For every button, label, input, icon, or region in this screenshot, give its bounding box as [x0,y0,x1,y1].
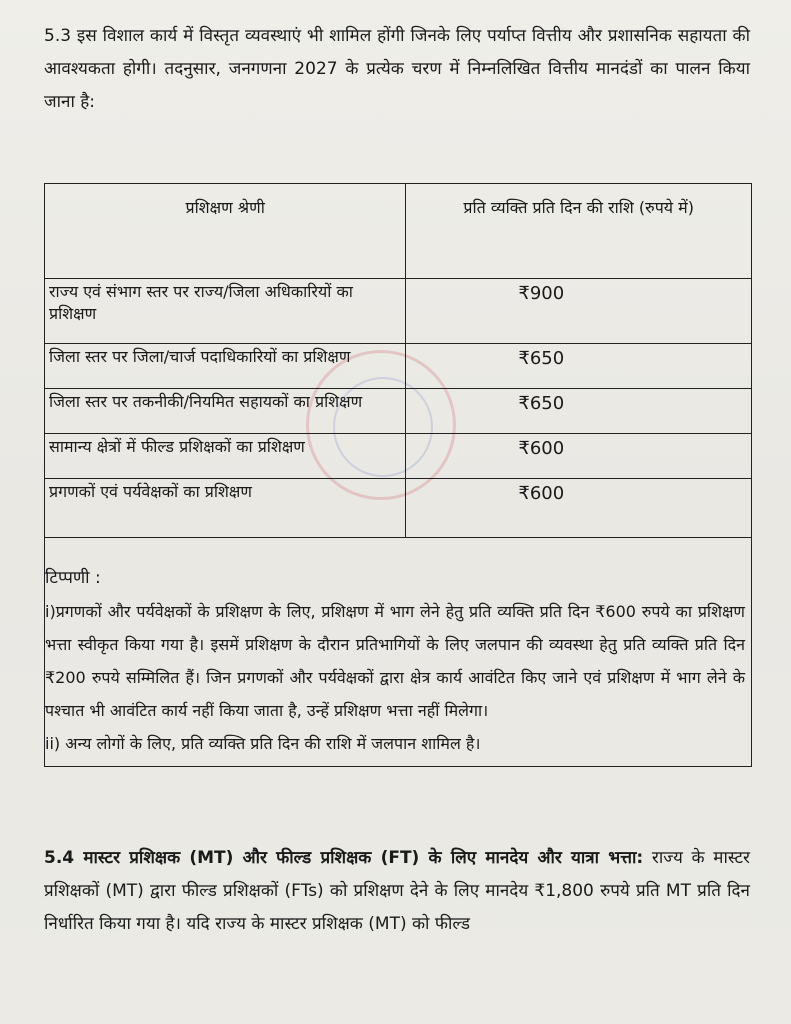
row-amount: ₹600 [406,479,752,538]
table-row [45,344,752,389]
training-allowance-table [44,183,752,538]
paragraph-5-4-title: 5.4 मास्टर प्रशिक्षक (MT) और फील्ड प्रशिक्षक (FT) के लिए मानदेय और यात्रा भत्ता: [44,848,644,868]
table-row [45,434,752,479]
note-1: i)प्रगणकों और पर्यवेक्षकों के प्रशिक्षण के लिए, प्रशिक्षण में भाग लेने हेतु प्रति व्यक्ति प्रति दिन ₹600 रुपये का प्रशिक्षण भत्ता स्वीकृत किया गया है। इसमें प्रशिक्षण के दौरान प्रतिभागियों के लिए जलपान की व्यवस्था हेतु प्रति व्यक्ति प्रति दिन ₹200 रुपये सम्मिलित हैं। जिन प्रगणकों और पर्यवेक्षकों द्वारा क्षेत्र कार्य आवंटित किए जाने एवं प्रशिक्षण में भाग लेने के पश्चात भी आवंटित कार्य नहीं किया जाता है, उन्हें प्रशिक्षण भत्ता नहीं मिलेगा। [45,602,745,720]
header-amount: प्रति व्यक्ति प्रति दिन की राशि (रुपये में) [406,184,752,279]
row-category: प्रगणकों एवं पर्यवेक्षकों का प्रशिक्षण [45,479,406,538]
row-category: सामान्य क्षेत्रों में फील्ड प्रशिक्षकों का प्रशिक्षण [45,434,406,479]
row-amount: ₹600 [406,434,752,479]
notes-box [44,562,752,767]
paragraph-5-4-body: राज्य के मास्टर प्रशिक्षकों (MT) द्वारा फील्ड प्रशिक्षकों (FTs) को प्रशिक्षण देने के लिए मानदेय ₹1,800 रुपये प्रति MT प्रति दिन निर्धारित किया गया है। यदि राज्य के मास्टर प्रशिक्षक (MT) को फील्ड [44,848,750,934]
row-category: जिला स्तर पर जिला/चार्ज पदाधिकारियों का प्रशिक्षण [45,344,406,389]
row-category: जिला स्तर पर तकनीकी/नियमित सहायकों का प्रशिक्षण [45,389,406,434]
table-row [45,279,752,344]
row-amount: ₹650 [406,344,752,389]
paragraph-5-4 [44,842,750,941]
notes-heading: टिप्पणी : [45,568,101,588]
row-amount: ₹900 [406,279,752,344]
row-category: राज्य एवं संभाग स्तर पर राज्य/जिला अधिकारियों का प्रशिक्षण [45,279,406,344]
row-amount: ₹650 [406,389,752,434]
table-header-row [45,184,752,279]
note-2: ii) अन्य लोगों के लिए, प्रति व्यक्ति प्रति दिन की राशि में जलपान शामिल है। [45,734,481,753]
paragraph-5-3: 5.3 इस विशाल कार्य में विस्तृत व्यवस्थाएं भी शामिल होंगी जिनके लिए पर्याप्त वित्तीय और प्रशासनिक सहायता की आवश्यकता होगी। तदनुसार, जनगणना 2027 के प्रत्येक चरण में निम्नलिखित वित्तीय मानदंडों का पालन किया जाना है: [44,26,750,112]
header-category: प्रशिक्षण श्रेणी [45,184,406,279]
table-row [45,389,752,434]
notes-box-sides [44,512,752,562]
